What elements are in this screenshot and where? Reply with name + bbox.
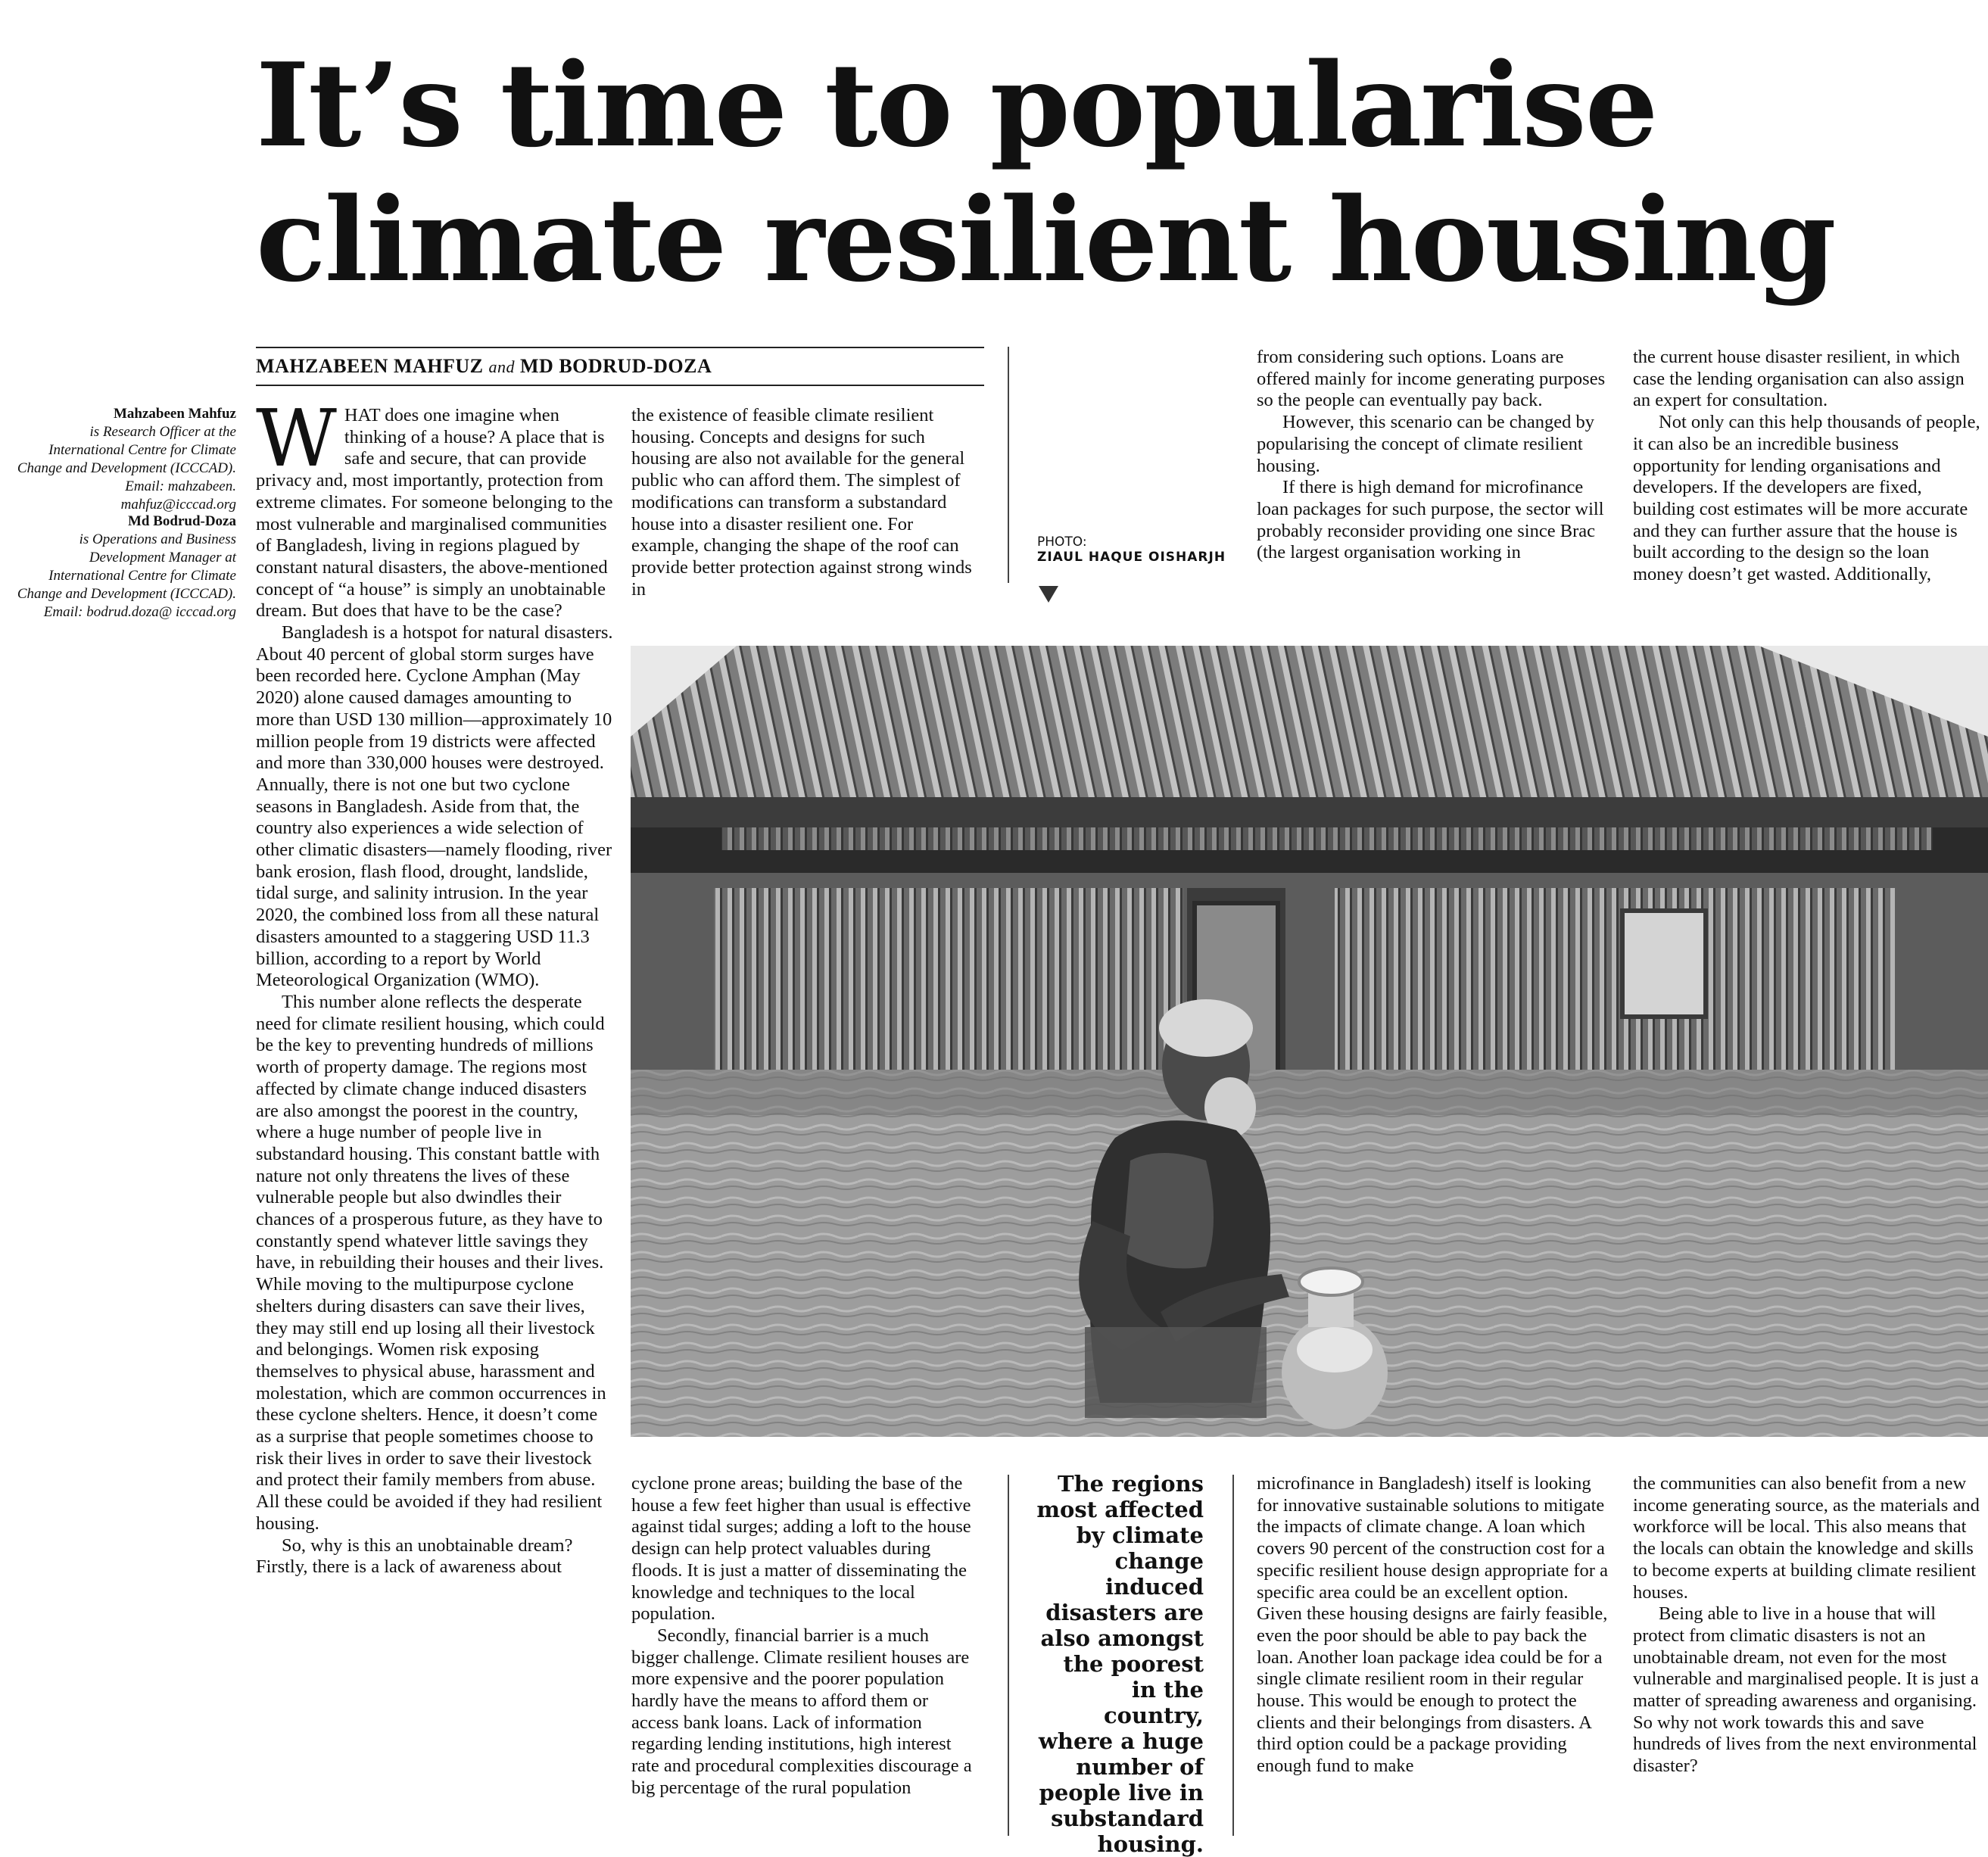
article-column-2-bottom	[631, 1473, 980, 1799]
paragraph: If there is high demand for microfinance loan packages for such purpose, the sector will probably reconsider providing one since Brac (the largest organisation working in	[1257, 477, 1604, 563]
author-bio-1	[15, 405, 236, 514]
paragraph: cyclone prone areas; building the base of the house a few feet higher than usual is effective against tidal surges; adding a loft to the house design can help protect valuables during floods. It is just a matter of disseminating the knowledge and techniques to the local population.	[631, 1473, 971, 1625]
paragraph: Not only can this help thousands of people, it can also be an incredible business opportunity for lending organisations and developers. If the developers are fixed, building cost estimates will be more accurate and they can further assure that the house is built according to the design so the loan money doesn’t get wasted. Additionally,	[1633, 412, 1980, 585]
caption-pointer-icon	[1039, 586, 1058, 603]
headline	[256, 38, 1952, 307]
paragraph: However, this scenario can be changed by popularising the concept of climate resilient housing.	[1257, 412, 1594, 476]
article-column-2-top	[631, 405, 980, 600]
paragraph: from considering such options. Loans are offered mainly for income generating purposes so the people can eventually pay back.	[1257, 347, 1606, 411]
author-bio-2	[15, 513, 236, 622]
drop-cap: W	[256, 392, 337, 485]
photographer-name: ZIAUL HAQUE OISHARJH	[1037, 550, 1226, 565]
bio-name: Mahzabeen Mahfuz	[113, 406, 236, 422]
headline-line-2: climate resilient housing	[256, 172, 1835, 307]
flood-photograph	[631, 646, 1988, 1437]
byline-conjunction: and	[488, 357, 515, 376]
photo-credit	[1037, 534, 1226, 565]
paragraph-text: HAT does one imagine when thinking of a house? A place that is safe and secure, that can provide privacy and, most importantly, protection from extreme climates. For someone belonging to the most vulnerable and marginalised communities of Bangladesh, living in regions plagued by constant natural disasters, the above-mentioned concept of “a house” is simply an unobtainable dream. But does that have to be the case?	[256, 405, 613, 622]
paragraph: the existence of feasible climate resilient housing. Concepts and designs for such housing are also not available for the general public who can afford them. The simplest of modifications can transform a substandard house into a disaster resilient one. For example, changing the shape of the roof can provide better protection against strong winds in	[631, 405, 972, 600]
paragraph	[256, 392, 613, 622]
bio-text: is Operations and Business Development Manager at International Centre for Climate Change and Development (ICCCAD). Email: bodrud.doza@ icccad.org	[17, 531, 236, 620]
author-2: MD BODRUD-DOZA	[520, 355, 712, 377]
column-divider	[1008, 1475, 1009, 1836]
paragraph: Secondly, financial barrier is a much bigger challenge. Climate resilient houses are more expensive and the poorer population hardly have the means to afford them or access bank loans. Lack of information regarding lending institutions, high interest rate and procedural complexities discourage a big percentage of the rural population	[631, 1625, 972, 1798]
column-divider	[1008, 347, 1009, 583]
bio-name: Md Bodrud-Doza	[127, 513, 236, 529]
flood-photo-illustration	[631, 646, 1988, 1437]
article-column-3-bottom	[1257, 1473, 1609, 1778]
paragraph: Being able to live in a house that will protect from climatic disasters is not an unobtainable dream, not even for the most vulnerable and marginalised people. It is just a matter of spreading awareness and organising. So why not work towards this and save hundreds of lives from the next environmental disaster?	[1633, 1603, 1979, 1777]
headline-line-1: It’s time to popularise	[256, 37, 1657, 173]
bio-text: is Research Officer at the International Centre for Climate Change and Development (ICCCAD). Email: mahzabeen. mahfuz@icccad.org	[17, 424, 236, 513]
pull-quote: The regions most affected by climate change induced disasters are also amongst the poorest in the country, where a huge number of people live in substandard housing.	[1036, 1471, 1204, 1857]
article-column-3-top	[1257, 347, 1609, 564]
paragraph: the communities can also benefit from a new income generating source, as the materials and workforce will be local. This also means that the locals can obtain the knowledge and skills to become experts at building climate resilient houses.	[1633, 1473, 1980, 1603]
paragraph: Bangladesh is a hotspot for natural disasters. About 40 percent of global storm surges have been recorded here. Cyclone Amphan (May 2020) alone caused damages amounting to more than USD 130 million—approximately 10 million people from 19 districts were affected and more than 330,000 houses were destroyed. Annually, there is not one but two cyclone seasons in Bangladesh. Aside from that, the country also experiences a wide selection of other climatic disasters—namely flooding, river bank erosion, flash flood, drought, landslide, tidal surge, and salinity intrusion. In the year 2020, the combined loss from all these natural disasters amounted to a staggering USD 11.3 billion, according to a report by World Meteorological Organization (WMO).	[256, 622, 613, 991]
paragraph: So, why is this an unobtainable dream? Firstly, there is a lack of awareness about	[256, 1535, 573, 1578]
byline	[256, 347, 984, 386]
photo-label: PHOTO:	[1037, 534, 1087, 550]
paragraph: the current house disaster resilient, in which case the lending organisation can also assign an expert for consultation.	[1633, 347, 1965, 411]
column-divider	[1232, 1475, 1234, 1836]
article-column-4-top	[1633, 347, 1981, 586]
paragraph: microfinance in Bangladesh) itself is looking for innovative sustainable solutions to mitigate the impacts of climate change. A loan which covers 90 percent of the construction cost for a specific resilient house design appropriate for a specific area could be an excellent option. Given these housing designs are fairly feasible, even the poor should be able to pay back the loan. Another loan package idea could be for a single climate resilient room in their regular house. This would be enough to protect the clients and their belongings from disasters. A third option could be a package providing enough fund to make	[1257, 1473, 1608, 1777]
paragraph: This number alone reflects the desperate need for climate resilient housing, which could be the key to preventing hundreds of millions worth of property damage. The regions most affected by climate change induced disasters are also amongst the poorest in the country, where a huge number of people live in substandard housing. This constant battle with nature not only threatens the lives of these vulnerable people but also dwindles their chances of a prosperous future, as they have to constantly spend whatever little savings they have, in rebuilding their houses and their lives. While moving to the multipurpose cyclone shelters during disasters can save their lives, they may still end up losing all their livestock and belongings. Women risk exposing themselves to physical abuse, harassment and molestation, which are common occurrences in these cyclone shelters. Hence, it doesn’t come as a surprise that people sometimes choose to risk their lives in order to save their livestock and protect their family members from abuse. All these could be avoided if they had resilient housing.	[256, 991, 606, 1534]
article-column-4-bottom	[1633, 1473, 1981, 1778]
article-column-1	[256, 392, 613, 1578]
author-1: MAHZABEEN MAHFUZ	[256, 355, 484, 377]
